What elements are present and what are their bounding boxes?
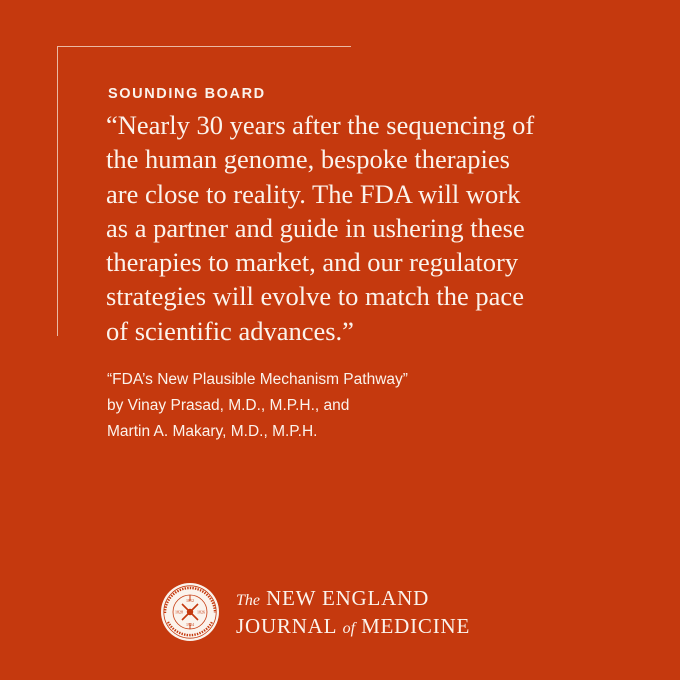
journal-name-the: The (236, 592, 260, 609)
journal-seal-icon (160, 582, 220, 642)
journal-name-new-england: NEW ENGLAND (266, 586, 430, 610)
citation-title: “FDA’s New Plausible Mechanism Pathway” (107, 371, 408, 388)
quote-line: the human genome, bespoke therapies (106, 144, 510, 175)
frame-top-rule (57, 46, 351, 47)
journal-name-line-1 (236, 586, 470, 614)
journal-name (236, 586, 470, 641)
citation-authors: Martin A. Makary, M.D., M.P.H. (107, 423, 318, 440)
journal-name-line-2 (236, 614, 470, 642)
citation-authors: by Vinay Prasad, M.D., M.P.H., and (107, 397, 350, 414)
quote-line: strategies will evolve to match the pace (106, 281, 524, 312)
quote-line: of scientific advances.” (106, 315, 354, 346)
quote-line: therapies to market, and our regulatory (106, 247, 519, 278)
svg-text:1826: 1826 (197, 609, 205, 615)
frame-left-rule (57, 46, 58, 336)
journal-logo (160, 582, 530, 642)
quote-line: “Nearly 30 years after the sequencing of (106, 110, 535, 140)
journal-name-journal: JOURNAL (236, 613, 337, 638)
svg-text:1828: 1828 (175, 609, 183, 615)
pull-quote (106, 108, 626, 348)
svg-text:1812: 1812 (186, 598, 194, 603)
journal-name-of: of (342, 619, 356, 637)
svg-text:1924: 1924 (186, 622, 194, 627)
section-label: SOUNDING BOARD (108, 86, 266, 102)
quote-line: are close to reality. The FDA will work (106, 178, 521, 209)
citation (107, 367, 587, 445)
journal-name-medicine: MEDICINE (361, 613, 471, 638)
quote-line: as a partner and guide in ushering these (106, 212, 525, 243)
